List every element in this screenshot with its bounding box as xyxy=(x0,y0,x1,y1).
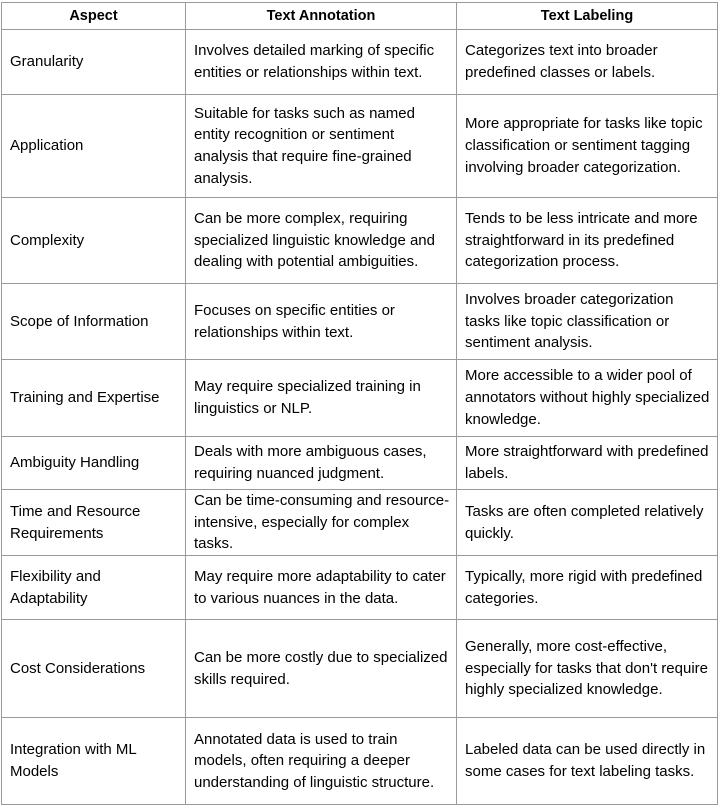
annotation-cell: Deals with more ambiguous cases, requiring nuanced judgment. xyxy=(186,437,457,490)
aspect-cell: Time and Resource Requirements xyxy=(2,490,186,556)
aspect-cell: Scope of Information xyxy=(2,284,186,360)
aspect-cell: Complexity xyxy=(2,198,186,284)
aspect-cell: Flexibility and Adaptability xyxy=(2,556,186,620)
labeling-cell: More accessible to a wider pool of annotators without highly specialized knowledge. xyxy=(457,360,718,437)
table-row xyxy=(2,198,718,284)
aspect-cell: Granularity xyxy=(2,30,186,95)
annotation-cell: Suitable for tasks such as named entity recognition or sentiment analysis that require fine-grained analysis. xyxy=(186,95,457,198)
table-row xyxy=(2,620,718,718)
table-row xyxy=(2,437,718,490)
annotation-cell: May require specialized training in linguistics or NLP. xyxy=(186,360,457,437)
annotation-cell: Involves detailed marking of specific entities or relationships within text. xyxy=(186,30,457,95)
labeling-cell: Tasks are often completed relatively quickly. xyxy=(457,490,718,556)
annotation-cell: May require more adaptability to cater to various nuances in the data. xyxy=(186,556,457,620)
comparison-table xyxy=(1,2,718,805)
column-header-text-labeling: Text Labeling xyxy=(457,3,718,30)
labeling-cell: Generally, more cost-effective, especially for tasks that don't require highly specialized knowledge. xyxy=(457,620,718,718)
annotation-cell: Can be more costly due to specialized skills required. xyxy=(186,620,457,718)
table-row xyxy=(2,718,718,805)
labeling-cell: Categorizes text into broader predefined classes or labels. xyxy=(457,30,718,95)
header-row xyxy=(2,3,718,30)
labeling-cell: Labeled data can be used directly in some cases for text labeling tasks. xyxy=(457,718,718,805)
annotation-cell: Annotated data is used to train models, often requiring a deeper understanding of linguistic structure. xyxy=(186,718,457,805)
annotation-cell: Focuses on specific entities or relationships within text. xyxy=(186,284,457,360)
aspect-cell: Ambiguity Handling xyxy=(2,437,186,490)
column-header-text-annotation: Text Annotation xyxy=(186,3,457,30)
aspect-cell: Training and Expertise xyxy=(2,360,186,437)
annotation-cell: Can be more complex, requiring specialized linguistic knowledge and dealing with potential ambiguities. xyxy=(186,198,457,284)
labeling-cell: Involves broader categorization tasks like topic classification or sentiment analysis. xyxy=(457,284,718,360)
labeling-cell: Typically, more rigid with predefined categories. xyxy=(457,556,718,620)
aspect-cell: Cost Considerations xyxy=(2,620,186,718)
labeling-cell: More appropriate for tasks like topic classification or sentiment tagging involving broader categorization. xyxy=(457,95,718,198)
table-row xyxy=(2,30,718,95)
column-header-aspect: Aspect xyxy=(2,3,186,30)
table-row xyxy=(2,360,718,437)
labeling-cell: More straightforward with predefined labels. xyxy=(457,437,718,490)
annotation-cell: Can be time-consuming and resource-intensive, especially for complex tasks. xyxy=(186,490,457,556)
table-row xyxy=(2,95,718,198)
table-row xyxy=(2,556,718,620)
labeling-cell: Tends to be less intricate and more straightforward in its predefined categorization process. xyxy=(457,198,718,284)
aspect-cell: Integration with ML Models xyxy=(2,718,186,805)
aspect-cell: Application xyxy=(2,95,186,198)
table-row xyxy=(2,284,718,360)
table-row xyxy=(2,490,718,556)
